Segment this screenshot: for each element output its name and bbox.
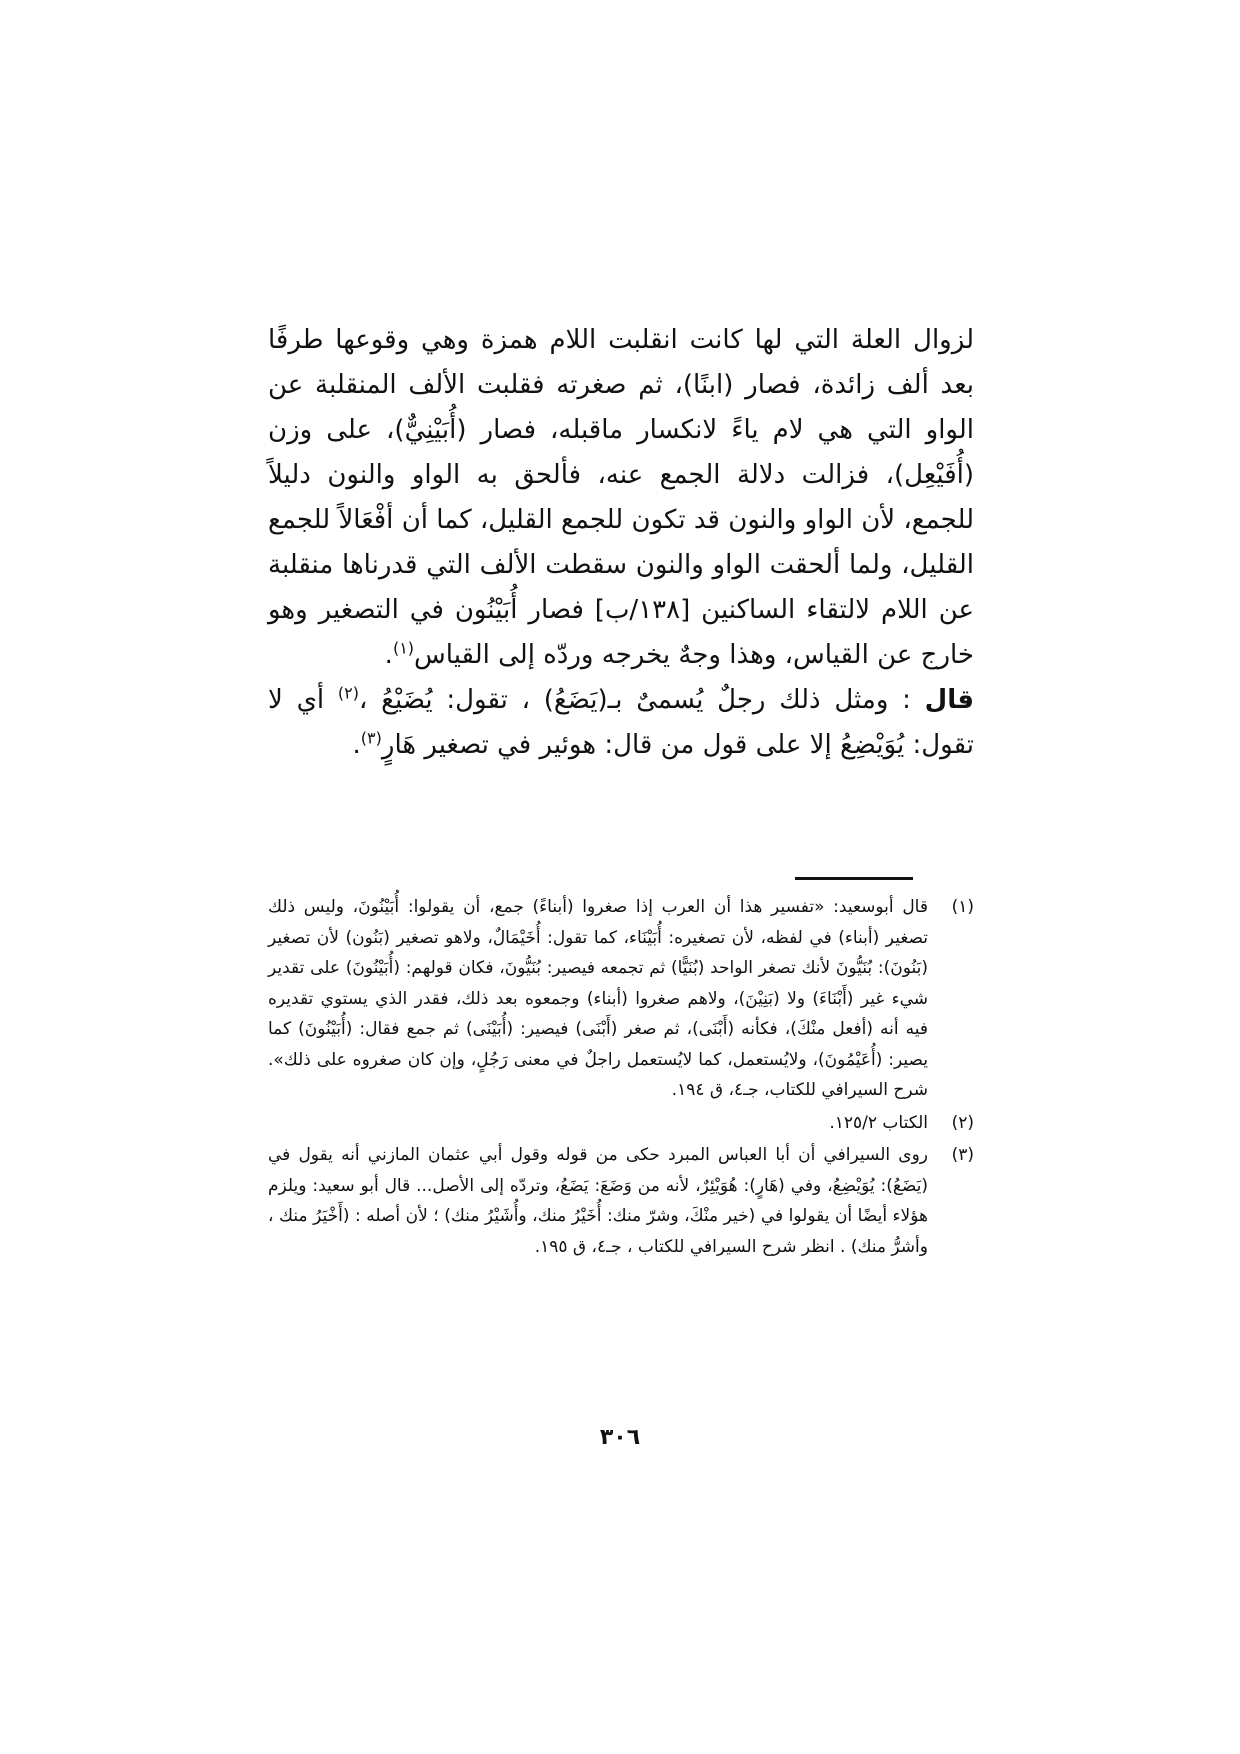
- page-number: ٣٠٦: [599, 1425, 641, 1450]
- footnote-2: [268, 1108, 974, 1139]
- main-text: [268, 318, 974, 768]
- footnote-ref-2: (٢): [337, 683, 360, 703]
- footnotes: [268, 892, 974, 1264]
- paragraph-2-text-b: أي لا تقول: يُوَيْضِعُ إلا على قول من قال: هوئير في تصغير هَارٍ: [268, 685, 974, 760]
- footnote-separator: [795, 877, 913, 880]
- qal-heading: قال: [924, 685, 975, 715]
- footnote-text: الكتاب ١٢٥/٢.: [829, 1112, 928, 1133]
- footnote-number: (٣): [951, 1145, 974, 1165]
- footnote-3: [268, 1140, 974, 1262]
- footnote-number: (١): [951, 897, 974, 917]
- footnote-ref-3: (٣): [360, 728, 382, 748]
- paragraph-1-end: .: [384, 640, 393, 670]
- footnote-text: قال أبوسعيد: «تفسير هذا أن العرب إذا صغروا (أبناءً) جمع، أن يقولوا: أُبَيْنُونَ، وليس ذلك تصغير (أبناء) في لفظه، لأن تصغيره: أُبَيْنَاء، كما تقول: أُخَيْمَالٌ، ولاهو تصغير (بَنُون) لأن تصغير (بَنُونَ): بُنَيُّونَ لأنك تصغر الواحد (بُنَيًّا) ثم تجمعه فيصير: بُنَيُّونَ، فكان قولهم: (أُبَيْنُونَ) على تقدير شيء غير (أَبْنَاءَ) ولا (بَنِيْنَ)، ولاهم صغروا (أبناء) وجمعوه بعد ذلك، فقدر الذي يستوي تقديره فيه أنه (أفعل منْكَ)، فكأنه (أَبْنَى)، ثم صغر (أَبْنَى) فيصير: (أُبَيْنَى) ثم جمع فقال: (أُبَيْنُونَ) كما يصير: (أُعَيْمُونَ)، ولايُستعمل، كما لايُستعمل راجلٌ في معنى رَجُلٍ، وإن كان صغروه على ذلك». شرح السيرافي للكتاب، جـ٤، ق ١٩٤.: [268, 897, 928, 1100]
- footnote-1: [268, 892, 974, 1106]
- footnote-number: (٢): [951, 1112, 974, 1133]
- paragraph-1: [268, 318, 974, 678]
- footnote-ref-1: (١): [392, 638, 415, 658]
- paragraph-2: [268, 678, 974, 768]
- paragraph-1-text: لزوال العلة التي لها كانت انقلبت اللام همزة وهي وقوعها طرفًا بعد ألف زائدة، فصار (ابنًا)، ثم صغرته فقلبت الألف المنقلبة عن الواو التي هي لام ياءً لانكسار ماقبله، فصار (أُبَيْنِيٌّ)، على وزن (أُفَيْعِل)، فزالت دلالة الجمع عنه، فألحق به الواو والنون دليلاً للجمع، لأن الواو والنون قد تكون للجمع القليل، كما أن أفْعَالاً للجمع القليل، ولما ألحقت الواو والنون سقطت الألف التي قدرناها منقلبة عن اللام لالتقاء الساكنين [١٣٨/ب] فصار أُبَيْنُون في التصغير وهو خارج عن القياس، وهذا وجهٌ يخرجه وردّه إلى القياس: [268, 325, 974, 670]
- paragraph-2-text-a: : ومثل ذلك رجلٌ يُسمىٌ بـ(يَضَعُ) ، تقول: يُضَيْعُ ،: [359, 685, 911, 715]
- footnote-text: روى السيرافي أن أبا العباس المبرد حكى من قوله وقول أبي عثمان المازني أنه يقول في (يَضَعُ): يُوَيْضِعُ، وفي (هَارٍ): هُوَيْئِرٌ، لأنه من وَضَعَ: يَضَعُ، وتردّه إلى الأصل... قال أبو سعيد: ويلزم هؤلاء أيضًا أن يقولوا في (خير منْكَ، وشرّ منك: أُخَيْرُ منك، وأُشَيْرُ منك) ؛ لأن أصله : (أَخْيَرُ منك ، وأشرُّ منك) . انظر شرح السيرافي للكتاب ، جـ٤، ق ١٩٥.: [268, 1145, 928, 1257]
- paragraph-2-end: .: [352, 730, 361, 760]
